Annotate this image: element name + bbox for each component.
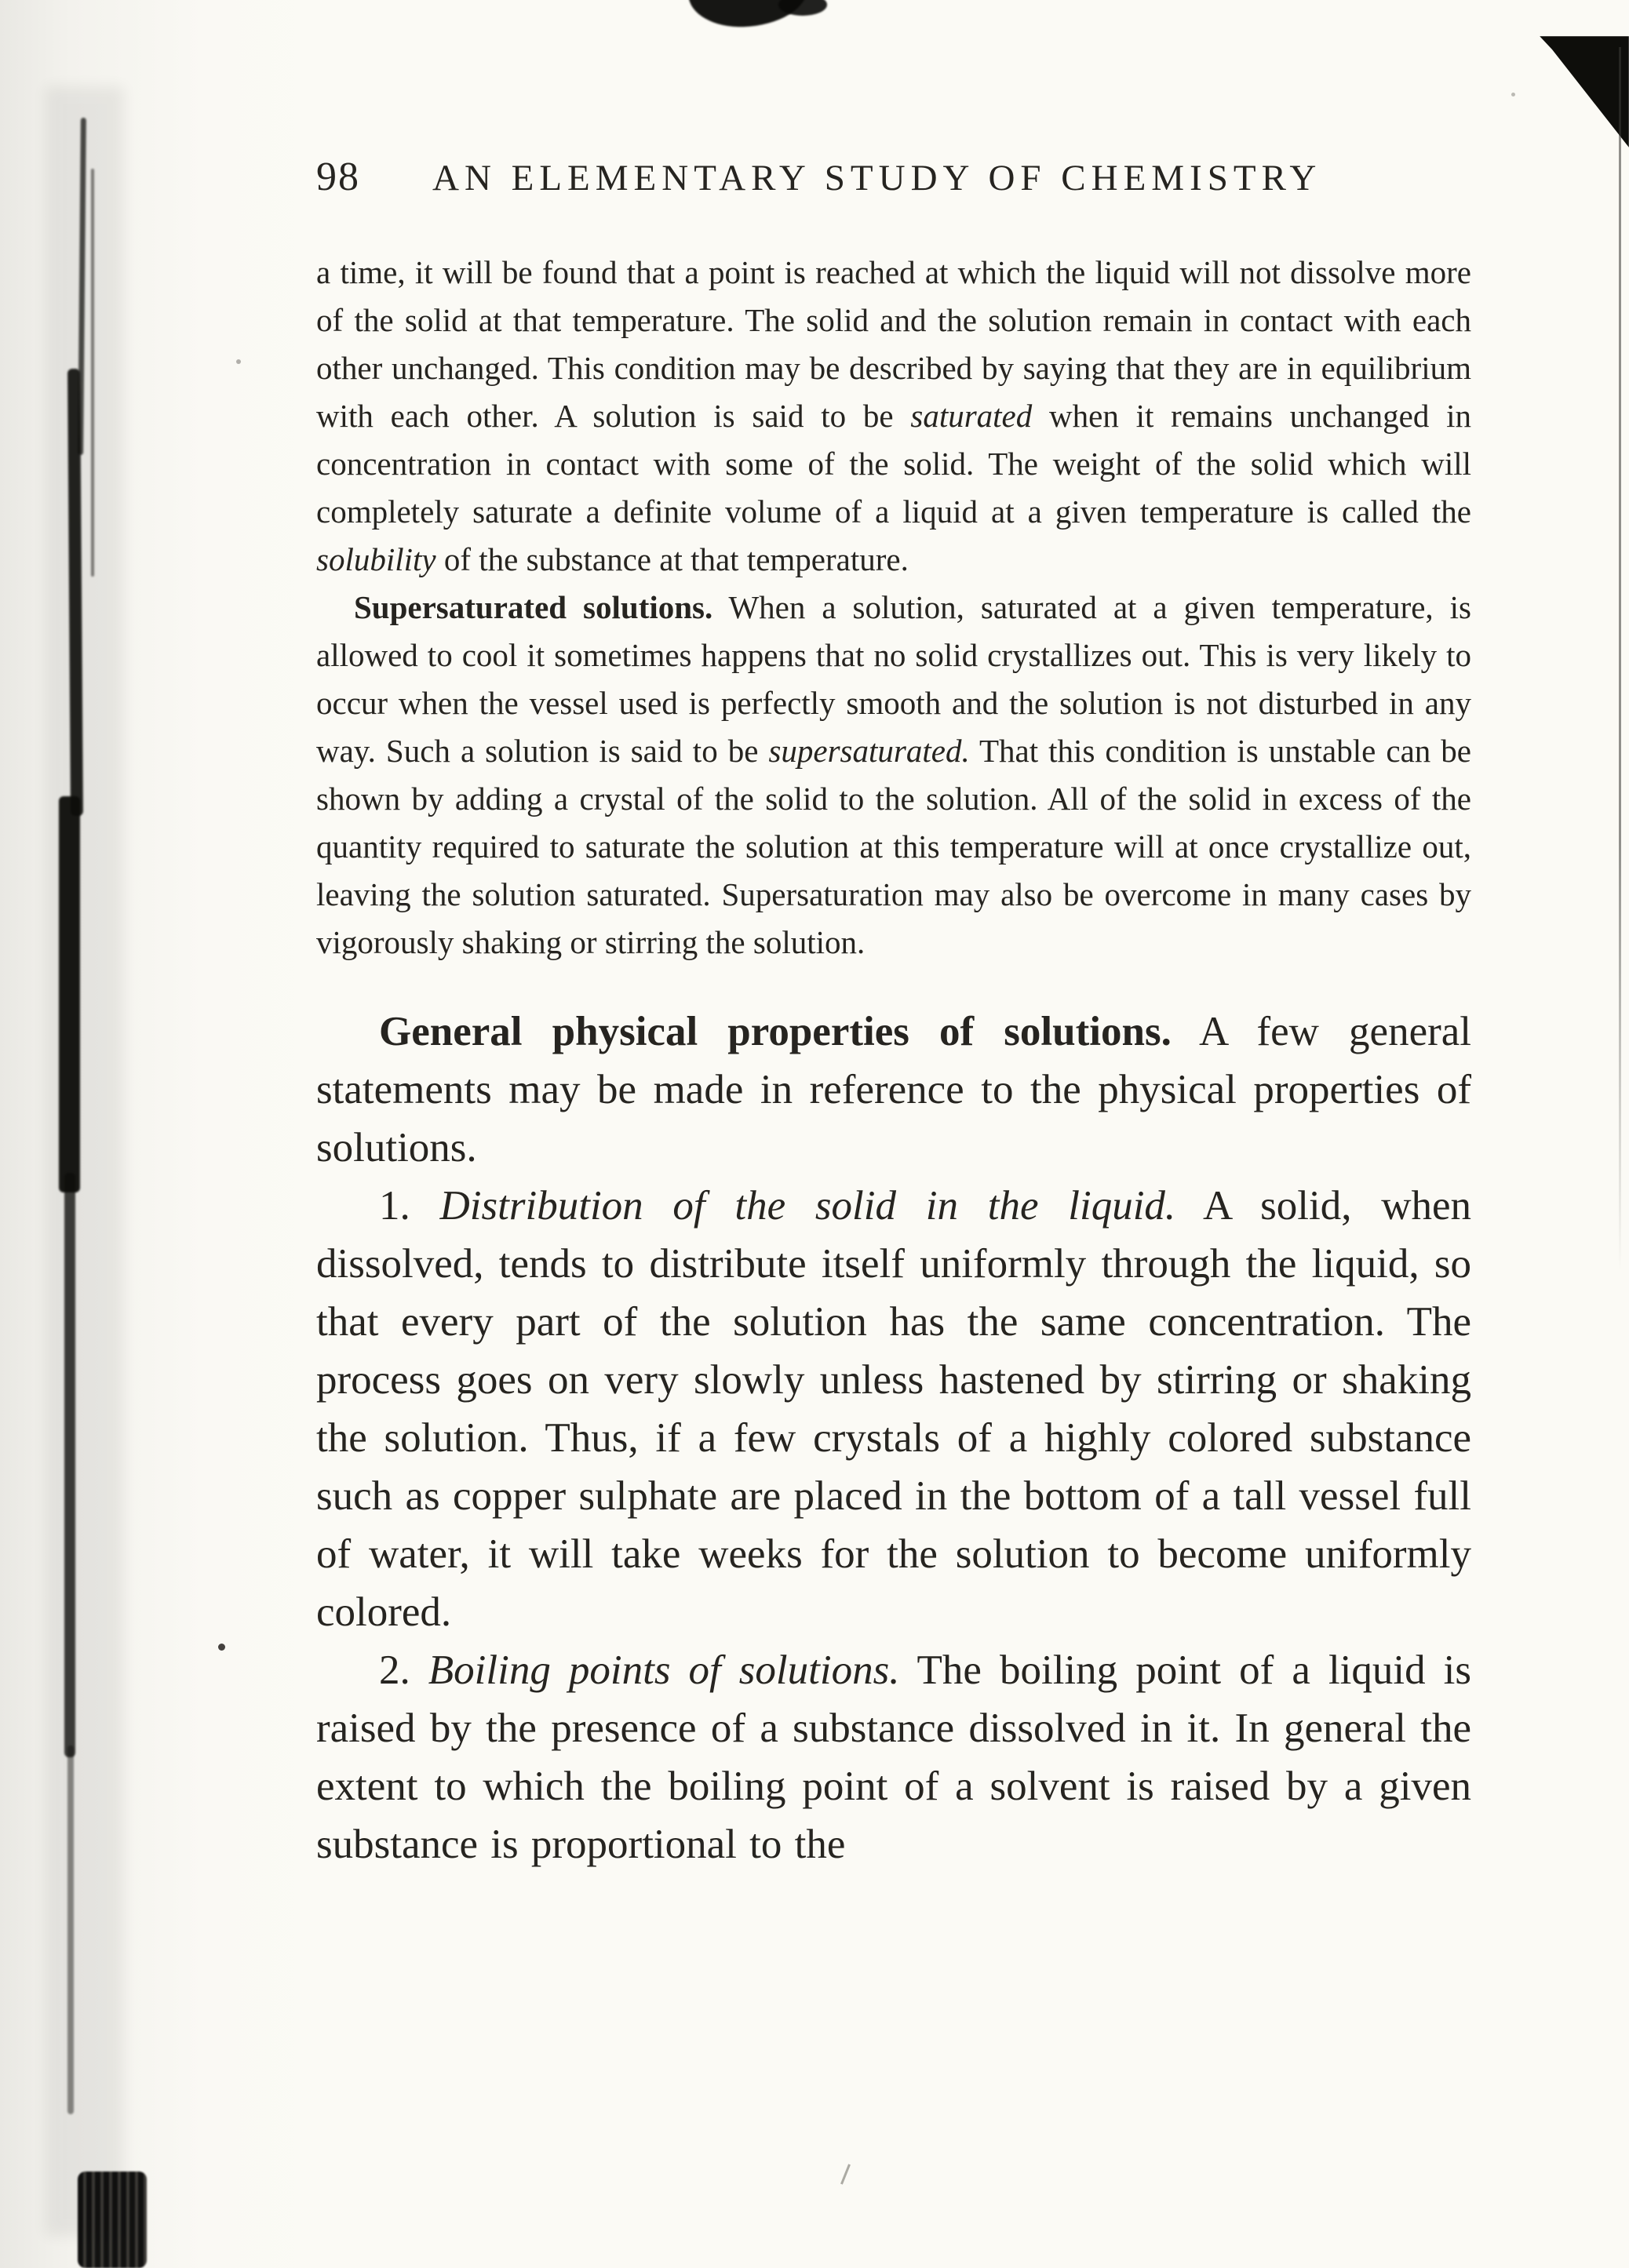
text-run: 1. — [379, 1183, 440, 1229]
italic-run: solubility — [316, 541, 436, 577]
scan-streak — [67, 369, 83, 816]
scan-streak — [91, 169, 94, 577]
page-edge-line — [1619, 47, 1621, 1271]
text-run: When a solution, saturated at a given temperature, is allowed to cool it sometimes happens that no solid crystallizes out. This is very likely to occur when the vessel used is perfectly smooth and the solution is not disturbed in any way. Such a solution is said to be — [316, 589, 1471, 769]
scan-dot — [218, 1644, 225, 1651]
text-run: when it remains unchanged in concentration in contact with some of the solid. The weight of the solid which will completely saturate a definite volume of a liquid at a given temperature is called the — [316, 398, 1471, 530]
scan-slash-mark — [840, 2164, 851, 2184]
text-run: 2. — [379, 1647, 428, 1693]
running-header — [316, 154, 1471, 200]
text-run: of the substance at that temperature. — [435, 541, 909, 577]
italic-run: Boiling points of solutions. — [428, 1647, 900, 1693]
page-content — [316, 154, 1471, 1873]
paragraph — [316, 1641, 1471, 1873]
paragraph — [316, 584, 1471, 967]
text-run: The boiling point of a liquid is raised by the presence of a substance dissolved in it. In general the extent to which the boiling point of a solvent is raised by a given substance is proportional to the — [316, 1647, 1472, 1867]
corner-fold-mark — [1540, 36, 1629, 147]
scan-streak — [59, 796, 80, 1192]
page-number: 98 — [316, 155, 360, 199]
scan-dot — [236, 359, 241, 364]
scan-streak — [64, 1173, 75, 1757]
bold-run: General physical properties of solutions. — [379, 1009, 1172, 1054]
paragraph — [316, 1177, 1471, 1641]
text-run: That this condition is unstable can be shown by adding a crystal of the solid to the solution. All of the solid in excess of the quantity required to saturate the solution at this temperature will at once crystallize out, leaving the solution saturated. Supersaturation may also be overcome in many cases by vigorously shaking or stirring the solution. — [316, 733, 1471, 960]
text-run: A few general statements may be made in reference to the physical properties of solutions. — [316, 1009, 1472, 1170]
text-run: A solid, when dissolved, tends to distribute itself uniformly through the liquid, so that every part of the solution has the same concentration. The process goes on very slowly unless hastened by stirring or shaking the solution. Thus, if a few crystals of a highly colored substance such as copper sulphate are placed in the bottom of a tall vessel full of water, it will take weeks for the solution to become uniformly colored. — [316, 1183, 1471, 1635]
paragraph — [316, 249, 1471, 584]
text-run: a time, it will be found that a point is reached at which the liquid will not dissolve more of the solid at that temperature. The solid and the solution remain in contact with each other unchanged. This condition may be described by saying that they are in equilibrium with each other. A solution is said to be — [316, 254, 1471, 434]
paragraph — [316, 1003, 1471, 1177]
italic-run: supersaturated. — [768, 733, 970, 769]
italic-run: Distribution of the solid in the liquid. — [439, 1183, 1176, 1229]
scan-blotch — [78, 2172, 147, 2268]
scan-streak — [67, 1746, 74, 2114]
page-title: AN ELEMENTARY STUDY OF CHEMISTRY — [432, 158, 1322, 198]
ink-smudge — [688, 0, 809, 29]
binding-shadow — [46, 86, 124, 2236]
bold-run: Supersaturated solutions. — [354, 589, 713, 625]
scan-dot — [1511, 93, 1515, 96]
ink-smudge — [778, 0, 827, 16]
scan-streak — [78, 118, 86, 455]
text-block — [316, 249, 1471, 1873]
italic-run: saturated — [910, 398, 1033, 434]
